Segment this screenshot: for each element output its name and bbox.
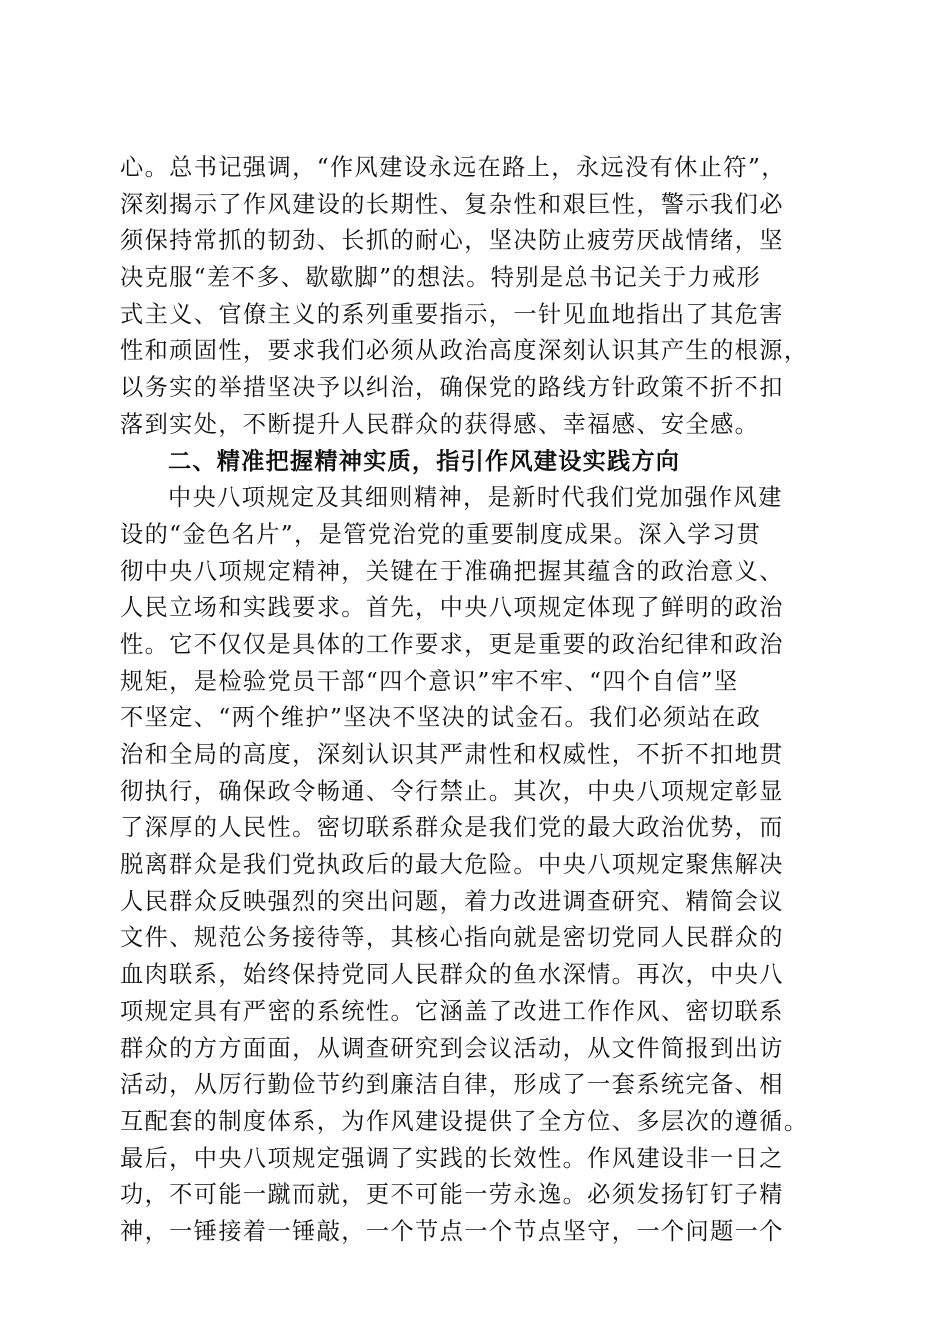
body-line: 群众的方方面面，从调查研究到会议活动，从文件简报到出访 [120,1034,784,1062]
body-line: 血肉联系，始终保持党同人民群众的鱼水深情。再次，中央八 [120,961,784,989]
body-line: 人民立场和实践要求。首先，中央八项规定体现了鲜明的政治 [120,594,784,622]
body-line: 决克服“差不多、歇歇脚”的想法。特别是总书记关于力戒形 [120,264,762,292]
body-line: 规矩，是检验党员干部“四个意识”牢不牢、“四个自信”坚 [120,667,739,695]
body-line: 功，不可能一蹴而就，更不可能一劳永逸。必须发扬钉钉子精 [120,1181,784,1209]
body-line: 彻执行，确保政令畅通、令行禁止。其次，中央八项规定彰显 [120,777,784,805]
body-line: 治和全局的高度，深刻认识其严肃性和权威性，不折不扣地贯 [120,741,784,768]
body-line: 设的“金色名片”，是管党治党的重要制度成果。深入学习贯 [120,520,762,548]
body-line: 以务实的举措坚决予以纠治，确保党的路线方针政策不折不扣 [120,374,784,402]
body-line: 彻中央八项规定精神，关键在于准确把握其蕴含的政治意义、 [120,557,784,585]
body-line: 性。它不仅仅是具体的工作要求，更是重要的政治纪律和政治 [120,630,784,658]
body-line: 互配套的制度体系，为作风建设提供了全方位、多层次的遵循。 [120,1107,809,1135]
section-heading: 二、精准把握精神实质，指引作风建设实践方向 [168,447,681,475]
body-line: 项规定具有严密的系统性。它涵盖了改进工作作风、密切联系 [120,997,784,1025]
body-line: 深刻揭示了作风建设的长期性、复杂性和艰巨性，警示我们必 [120,190,784,218]
body-line: 最后，中央八项规定强调了实践的长效性。作风建设非一日之 [120,1144,784,1172]
body-line: 式主义、官僚主义的系列重要指示，一针见血地指出了其危害 [120,300,784,328]
body-line: 心。总书记强调，“作风建设永远在路上，永远没有休止符”， [120,154,786,181]
body-line: 了深厚的人民性。密切联系群众是我们党的最大政治优势，而 [120,814,784,842]
body-line: 须保持常抓的韧劲、长抓的耐心，坚决防止疲劳厌战情绪，坚 [120,227,784,255]
body-line: 文件、规范公务接待等，其核心指向就是密切党同人民群众的 [120,924,784,952]
document-body [120,150,840,1251]
body-line: 神，一锤接着一锤敲，一个节点一个节点坚守，一个问题一个 [120,1217,784,1245]
body-line: 不坚定、“两个维护”坚决不坚决的试金石。我们必须站在政 [120,704,762,732]
body-line: 落到实处，不断提升人民群众的获得感、幸福感、安全感。 [120,410,760,438]
body-line: 脱离群众是我们党执政后的最大危险。中央八项规定聚焦解决 [120,851,784,879]
body-line: 中央八项规定及其细则精神，是新时代我们党加强作风建 [168,484,783,512]
body-line: 人民群众反映强烈的突出问题，着力改进调查研究、精简会议 [120,887,784,915]
body-line: 活动，从厉行勤俭节约到廉洁自律，形成了一套系统完备、相 [120,1071,784,1099]
body-line: 性和顽固性，要求我们必须从政治高度深刻认识其产生的根源， [120,337,809,365]
